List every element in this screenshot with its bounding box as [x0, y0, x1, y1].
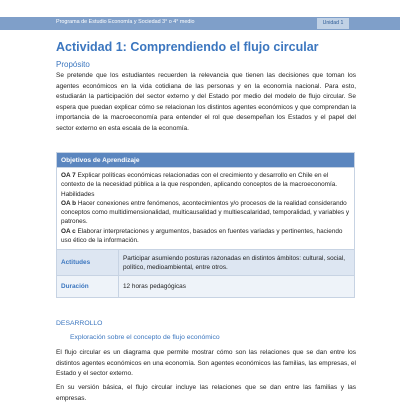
- objectives-header: Objetivos de Aprendizaje: [57, 153, 355, 168]
- skills-label: Habilidades: [61, 190, 95, 198]
- actitudes-label: Actitudes: [57, 250, 119, 276]
- objectives-content: [57, 168, 355, 250]
- duracion-value: 12 horas pedagógicas: [119, 276, 355, 298]
- objectives-table: [56, 152, 355, 298]
- actitudes-value: Participar asumiendo posturas razonadas en distintos ámbitos: cultural, social, político, medioambiental, entre otros.: [119, 250, 355, 276]
- oa-b-line: OA b Hacer conexiones entre fenómenos, acontecimientos y/o procesos de la realidad considerando conceptos como multidimensionalidad, multicausalidad y multiescalaridad, temporalidad, y variables y patrones.: [61, 199, 350, 226]
- purpose-heading: Propósito: [56, 60, 90, 69]
- duracion-label: Duración: [57, 276, 119, 298]
- activity-title: Actividad 1: Comprendiendo el flujo circular: [56, 40, 319, 54]
- oa-c-text: Elaborar interpretaciones y argumentos, basados en fuentes variadas y pertinentes, haciendo uso ético de la información.: [61, 227, 343, 245]
- body-paragraph-2: En su versión básica, el flujo circular incluye las relaciones que se dan entre las familias y las empresas.: [56, 384, 356, 402]
- program-title: Programa de Estudio Economía y Sociedad 3° o 4° medio: [56, 19, 195, 25]
- purpose-text: Se pretende que los estudiantes recuerden la relevancia que tienen las decisiones que toman los agentes económicos en la vida cotidiana de las personas y en la economía nacional. Para esto, estudiarán la participación del sector externo y del Estado por medio del modelo de flujo circular. Se espera que puedan explicar cómo se relacionan los distintos agentes económicos y que comprendan la importancia de la macroeconomía para entender el rol que desempeñan los Estados y el papel del sector externo en esta escala de la economía.: [56, 72, 356, 132]
- oa-7-line: OA 7 Explicar políticas económicas relacionadas con el crecimiento y desarrollo en Chile en el contexto de la necesidad pública a la que responden, aplicando conceptos de la macroeconomía.: [61, 172, 338, 189]
- body-paragraph-1: El flujo circular es un diagrama que permite mostrar cómo son las relaciones que se dan entre los distintos agentes económicos en una economía. Son agentes económicos las familias, las empresas, el Estado y el sector externo.: [56, 349, 356, 378]
- desarrollo-heading: DESARROLLO: [56, 320, 103, 327]
- exploracion-subheading: Exploración sobre el concepto de flujo económico: [70, 334, 220, 341]
- oa-b-text: Hacer conexiones entre fenómenos, acontecimientos y/o procesos de la realidad considerando conceptos como multidimensionalidad, multicausalidad y multiescalaridad, temporalidad, y variables y patrones.: [61, 199, 350, 226]
- oa-7-text: Explicar políticas económicas relacionadas con el crecimiento y desarrollo en Chile en el contexto de la necesidad pública a la que responden, aplicando conceptos de la macroeconomía.: [61, 172, 338, 189]
- oa-c-line: OA c Elaborar interpretaciones y argumentos, basados en fuentes variadas y pertinentes, haciendo uso ético de la información.: [61, 227, 343, 245]
- unit-badge: Unidad 1: [317, 18, 349, 29]
